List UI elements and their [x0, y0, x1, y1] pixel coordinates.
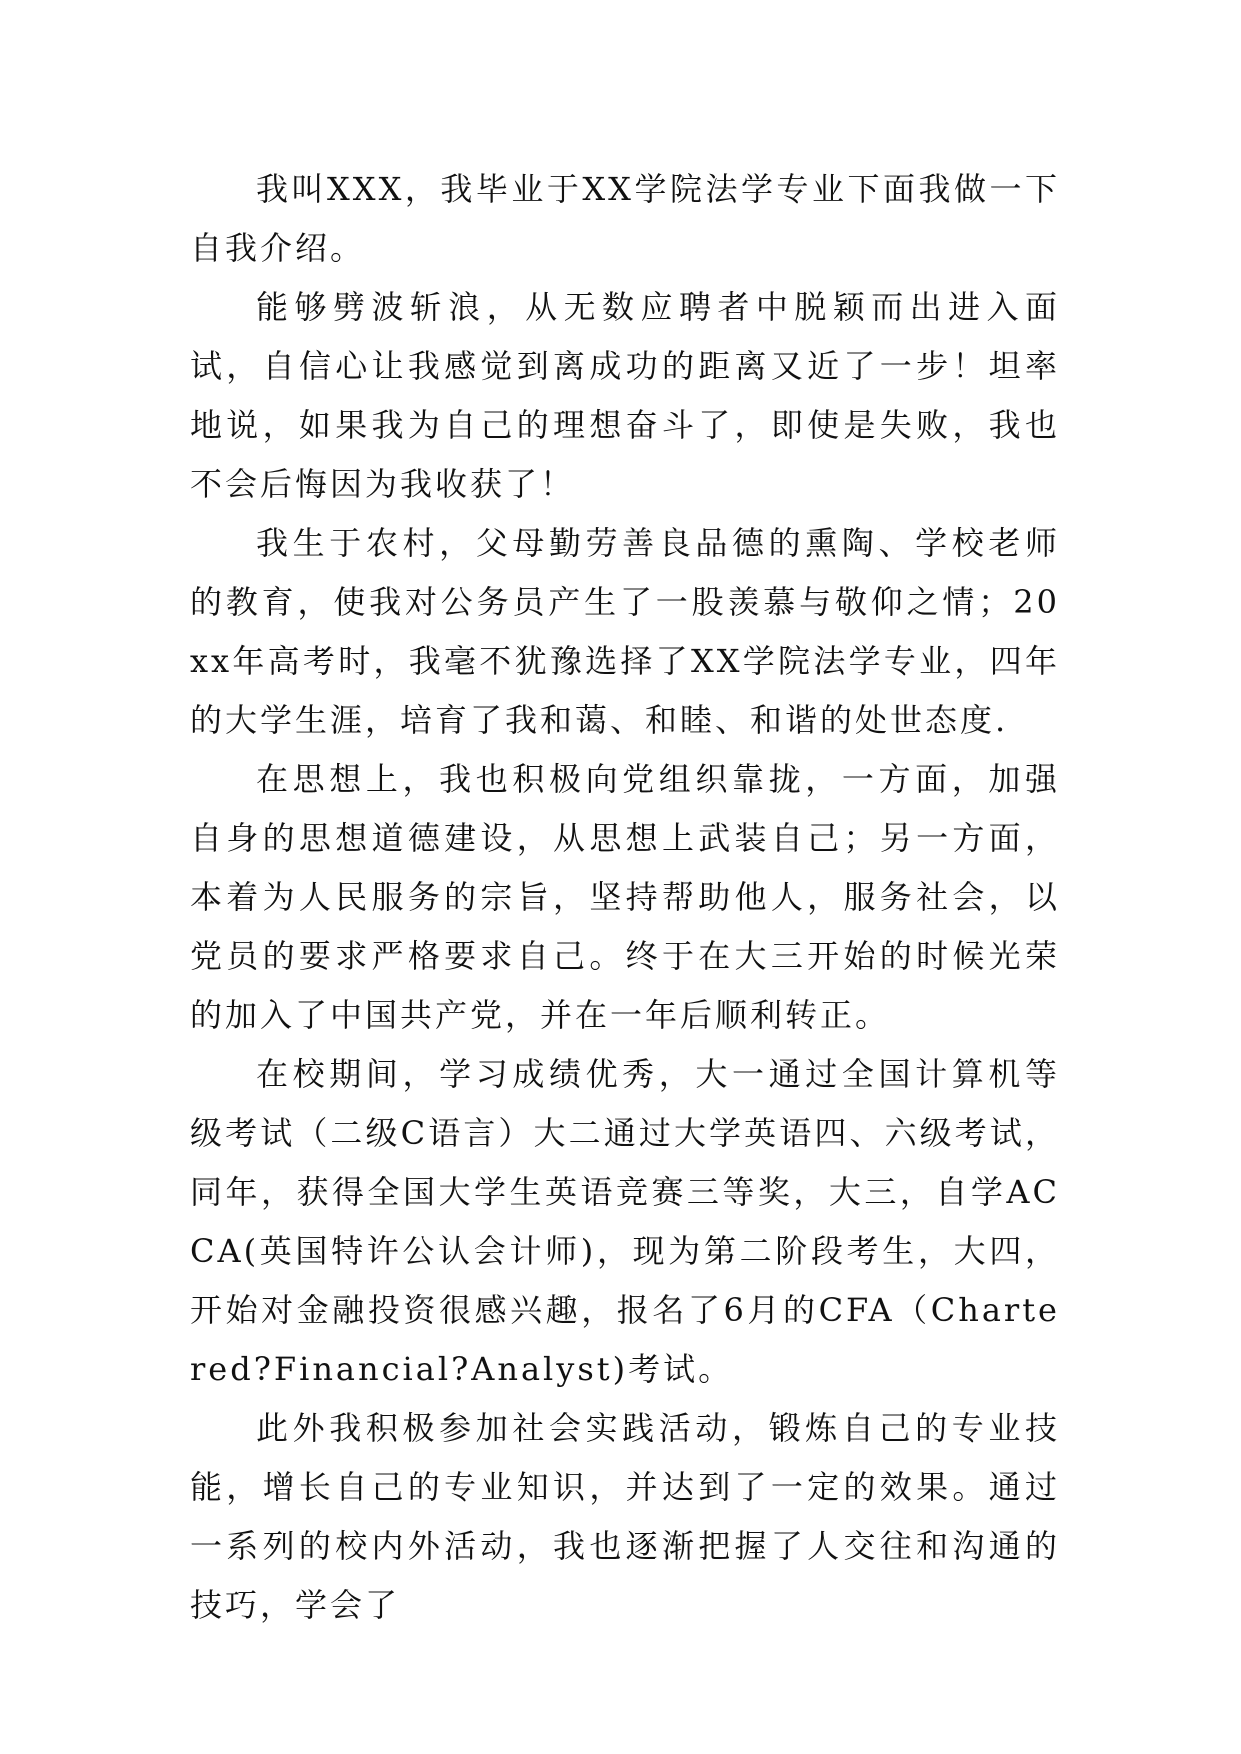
paragraph-academics: 在校期间，学习成绩优秀，大一通过全国计算机等级考试（二级C语言）大二通过大学英语四、六级考试，同年，获得全国大学生英语竞赛三等奖，大三，自学ACCA(英国特许公认会计师)，现为第二阶段考生，大四，开始对金融投资很感兴趣，报名了6月的CFA（Chartered?Financial?Analyst)考试。: [190, 1055, 1060, 1388]
document-body: [190, 160, 1060, 1635]
paragraph-confidence: 能够劈波斩浪，从无数应聘者中脱颖而出进入面试，自信心让我感觉到离成功的距离又近了一步！坦率地说，如果我为自己的理想奋斗了，即使是失败，我也不会后悔因为我收获了！: [190, 288, 1060, 503]
paragraph-activities: 此外我积极参加社会实践活动，锻炼自己的专业技能，增长自己的专业知识，并达到了一定的效果。通过一系列的校内外活动，我也逐渐把握了人交往和沟通的技巧，学会了: [190, 1409, 1060, 1624]
paragraph-introduction: 我叫XXX，我毕业于XX学院法学专业下面我做一下自我介绍。: [190, 170, 1060, 267]
paragraph-background: 我生于农村，父母勤劳善良品德的熏陶、学校老师的教育，使我对公务员产生了一股羡慕与敬仰之情；20xx年高考时，我毫不犹豫选择了XX学院法学专业，四年的大学生涯，培育了我和蔼、和睦、和谐的处世态度.: [190, 524, 1060, 739]
paragraph-ideology: 在思想上，我也积极向党组织靠拢，一方面，加强自身的思想道德建设，从思想上武装自己；另一方面，本着为人民服务的宗旨，坚持帮助他人，服务社会，以党员的要求严格要求自己。终于在大三开始的时候光荣的加入了中国共产党，并在一年后顺利转正。: [190, 760, 1060, 1034]
